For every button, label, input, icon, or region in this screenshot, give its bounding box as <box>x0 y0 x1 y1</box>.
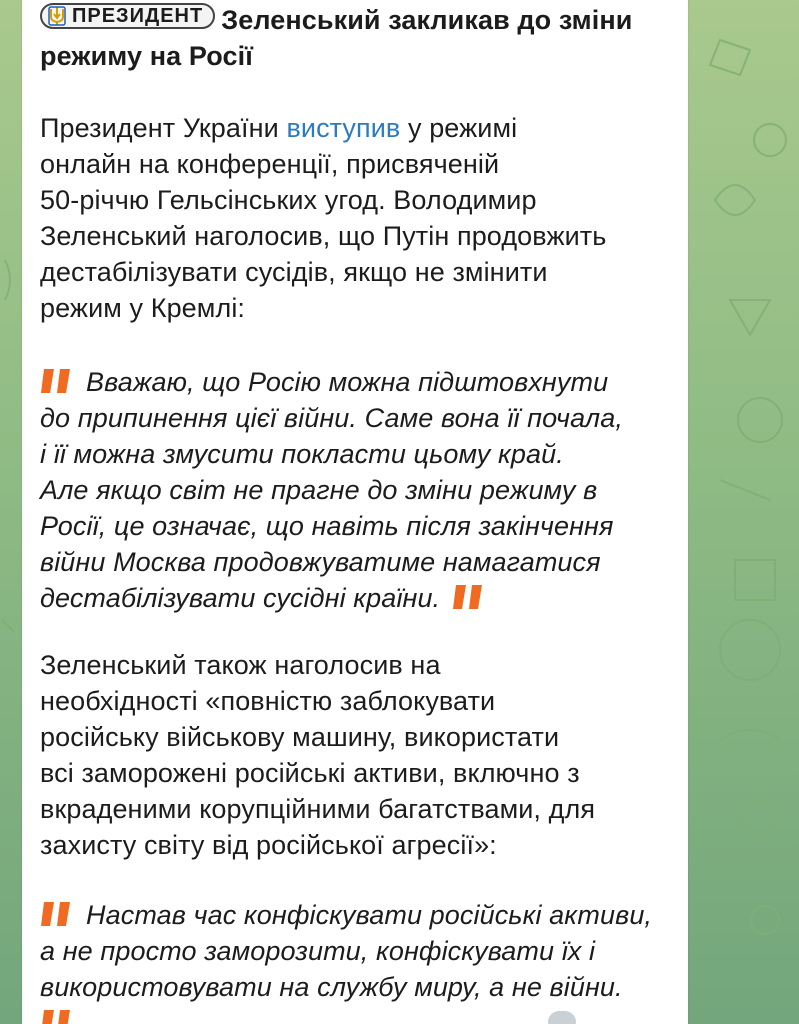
eye-icon <box>548 1011 576 1024</box>
quote-mark-icon <box>40 1010 74 1024</box>
quote-line: війни Москва продовжуватиме намагатися <box>40 547 601 577</box>
post-title: Зеленський закликав до зміни режиму на Росії <box>40 5 633 71</box>
intro-line: Зеленський наголосив, що Путін продовжить <box>40 221 607 251</box>
quote-line: Росії, це означає, що навіть після закінчення <box>40 511 614 541</box>
paragraph-line: російську військову машину, використати <box>40 722 560 752</box>
intro-text: у режимі <box>400 113 518 143</box>
paragraph-line: Зеленський також наголосив на <box>40 650 441 680</box>
intro-line: дестабілізувати сусідів, якщо не змінити <box>40 257 548 287</box>
quote-mark-icon <box>452 585 486 609</box>
quote-line: до припинення цієї війни. Саме вона її почала, <box>40 403 623 433</box>
paragraph-line: вкраденими корупційними багатствами, для <box>40 794 596 824</box>
quote-mark-icon <box>40 902 74 926</box>
quote-line <box>40 897 680 933</box>
quote-text: Вважаю, що Росію можна підштовхнути <box>86 367 609 397</box>
intro-paragraph <box>40 110 680 326</box>
quote-line: використовувати на службу миру, а не війни. <box>40 972 623 1002</box>
intro-text: Президент України <box>40 113 287 143</box>
president-badge <box>40 3 215 29</box>
badge-label: ПРЕЗИДЕНТ <box>72 5 204 27</box>
intro-line <box>40 110 680 146</box>
trident-icon <box>48 6 66 26</box>
quote-block-1 <box>40 364 680 616</box>
spoke-link[interactable]: виступив <box>286 113 401 143</box>
quote-block-2 <box>40 897 680 1024</box>
quote-line <box>40 580 680 616</box>
quote-line <box>40 1005 680 1024</box>
paragraph-line: всі заморожені російські активи, включно з <box>40 758 580 788</box>
quote-mark-icon <box>40 369 74 393</box>
quote-text: дестабілізувати сусідні країни. <box>40 583 441 613</box>
quote-line: Але якщо світ не прагне до зміни режиму в <box>40 475 598 505</box>
intro-line: режим у Кремлі: <box>40 293 246 323</box>
paragraph-line: захисту світу від російської агресії»: <box>40 830 497 860</box>
paragraph-2 <box>40 647 680 863</box>
intro-line: онлайн на конференції, присвяченій <box>40 149 500 179</box>
quote-text: Настав час конфіскувати російські активи, <box>86 900 653 930</box>
post-title-row <box>40 2 680 74</box>
intro-line: 50-річчю Гельсінських угод. Володимир <box>40 185 537 215</box>
paragraph-line: необхідності «повністю заблокувати <box>40 686 496 716</box>
message-meta <box>548 1010 582 1024</box>
quote-line: і її можна змусити покласти цьому край. <box>40 439 564 469</box>
quote-line <box>40 364 680 400</box>
quote-line: а не просто заморозити, конфіскувати їх і <box>40 936 596 966</box>
